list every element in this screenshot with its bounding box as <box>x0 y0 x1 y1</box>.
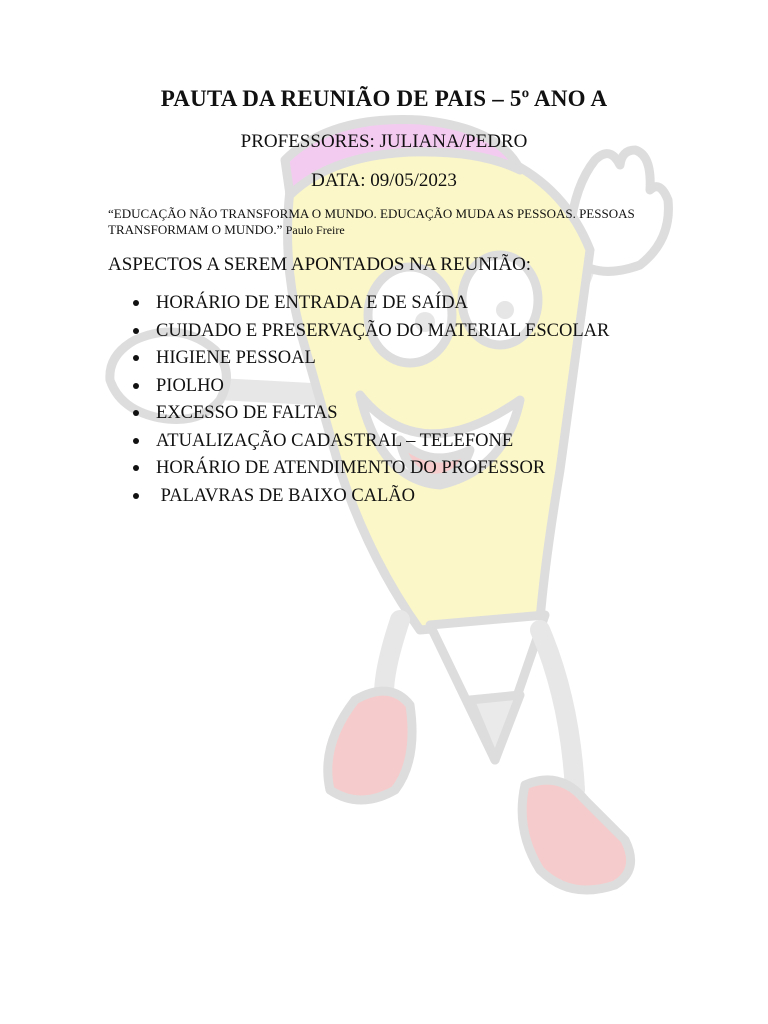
quote-author: Paulo Freire <box>285 223 345 237</box>
list-item: EXCESSO DE FALTAS <box>108 400 668 426</box>
aspects-heading: ASPECTOS A SEREM APONTADOS NA REUNIÃO: <box>108 254 532 275</box>
aspects-list <box>108 290 668 510</box>
document-title: PAUTA DA REUNIÃO DE PAIS – 5º ANO A <box>160 86 608 111</box>
quote-block <box>108 206 648 238</box>
list-item: CUIDADO E PRESERVAÇÃO DO MATERIAL ESCOLAR <box>108 318 668 344</box>
list-item: HORÁRIO DE ATENDIMENTO DO PROFESSOR <box>108 455 668 481</box>
list-item: HORÁRIO DE ENTRADA E DE SAÍDA <box>108 290 668 316</box>
list-item: HIGIENE PESSOAL <box>108 345 668 371</box>
quote-text: “EDUCAÇÃO NÃO TRANSFORMA O MUNDO. EDUCAÇÃO MUDA AS PESSOAS. PESSOAS TRANSFORMAM O MUNDO.” <box>108 206 635 237</box>
list-item: PALAVRAS DE BAIXO CALÃO <box>108 483 668 509</box>
teachers-line: PROFESSORES: JULIANA/PEDRO <box>240 131 528 152</box>
list-item: PIOLHO <box>108 373 668 399</box>
list-item: ATUALIZAÇÃO CADASTRAL – TELEFONE <box>108 428 668 454</box>
meeting-date: DATA: 09/05/2023 <box>311 170 457 191</box>
